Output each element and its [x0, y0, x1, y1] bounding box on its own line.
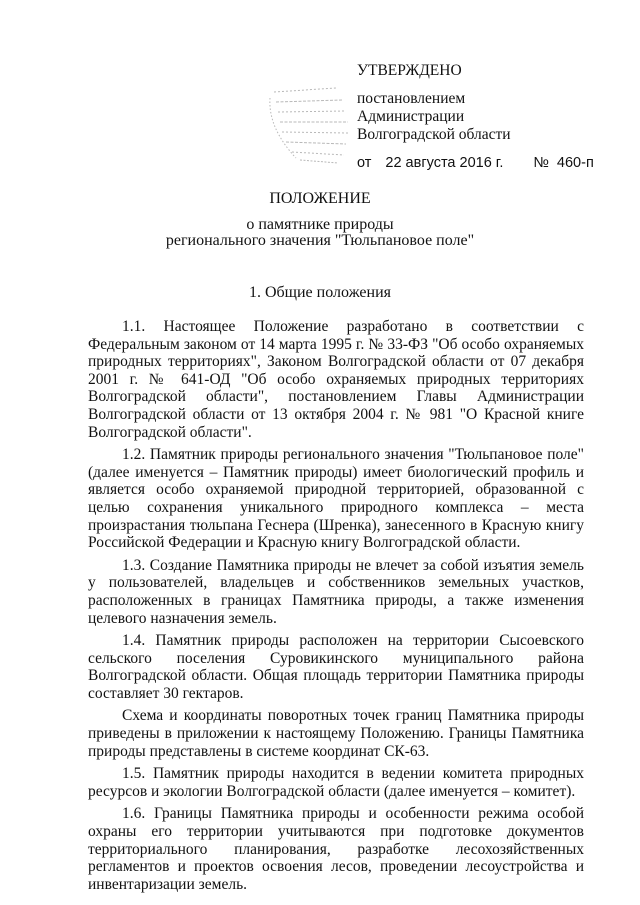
paragraph: 1.3. Создание Памятника природы не влечет за собой изъятия земель у пользователей, владельцев и собственников земельных участков, расположенных в границах Памятника природы, а также изменения целевого назначения земель.	[88, 556, 584, 627]
approval-heading: УТВЕРЖДЕНО	[357, 62, 462, 79]
document-subtitle-line-2: регионального значения "Тюльпановое поле"	[165, 232, 475, 249]
approval-number: 460-п	[556, 155, 594, 171]
paragraph: 1.4. Памятник природы расположен на территории Сысоевского сельского поселения Суровикинского муниципального района Волгоградской области. Общая площадь территории Памятника природы составляет 30 гектаров.	[88, 632, 584, 702]
paragraph: 1.6. Границы Памятника природы и особенности режима особой охраны его территории учитываются при подготовке документов территориального планирования, разработке лесохозяйственных регламентов и проектов освоения лесов, проведении лесоустройства и инвентаризации земель.	[88, 805, 584, 893]
document-subtitle-line-1: о памятнике природы	[246, 216, 394, 233]
section-title: 1. Общие положения	[248, 284, 392, 301]
approval-number-sign: №	[533, 155, 549, 171]
approval-date: 22 августа 2016 г.	[385, 155, 504, 171]
paragraph: 1.5. Памятник природы находится в ведении комитета природных ресурсов и экологии Волгоградской области (далее именуется – комитет).	[88, 765, 584, 800]
approval-block	[357, 62, 627, 172]
official-stamp-image	[266, 78, 362, 166]
approval-line-2: Администрации	[357, 108, 465, 125]
paragraph: Схема и координаты поворотных точек границ Памятника природы приведены в приложении к настоящему Положению. Границы Памятника природы представлены в системе координат СК-63.	[88, 707, 584, 760]
approval-line-3: Волгоградской области	[357, 126, 511, 143]
document-title: ПОЛОЖЕНИЕ	[269, 190, 371, 207]
approval-date-prefix: от	[357, 155, 372, 171]
approval-date-line	[357, 154, 627, 172]
approval-line-1: постановлением	[357, 90, 466, 107]
paragraph: 1.2. Памятник природы регионального значения "Тюльпановое поле" (далее именуется – Памятник природы) имеет биологический профиль и является особо охраняемой природной территорией, образованной с целью сохранения уникального природного комплекса – места произрастания тюльпана Геснера (Шренка), занесенного в Красную книгу Российской Федерации и Красную книгу Волгоградской области.	[88, 446, 584, 552]
document-body	[88, 318, 584, 898]
paragraph: 1.1. Настоящее Положение разработано в соответствии с Федеральным законом от 14 марта 1995 г. № 33-ФЗ "Об особо охраняемых природных территориях", Законом Волгоградской области от 07 декабря 2001 г. № 641-ОД "Об особо охраняемых природных территориях Волгоградской области", постановлением Главы Администрации Волгоградской области от 13 октября 2004 г. № 981 "О Красной книге Волгоградской области".	[88, 318, 584, 441]
